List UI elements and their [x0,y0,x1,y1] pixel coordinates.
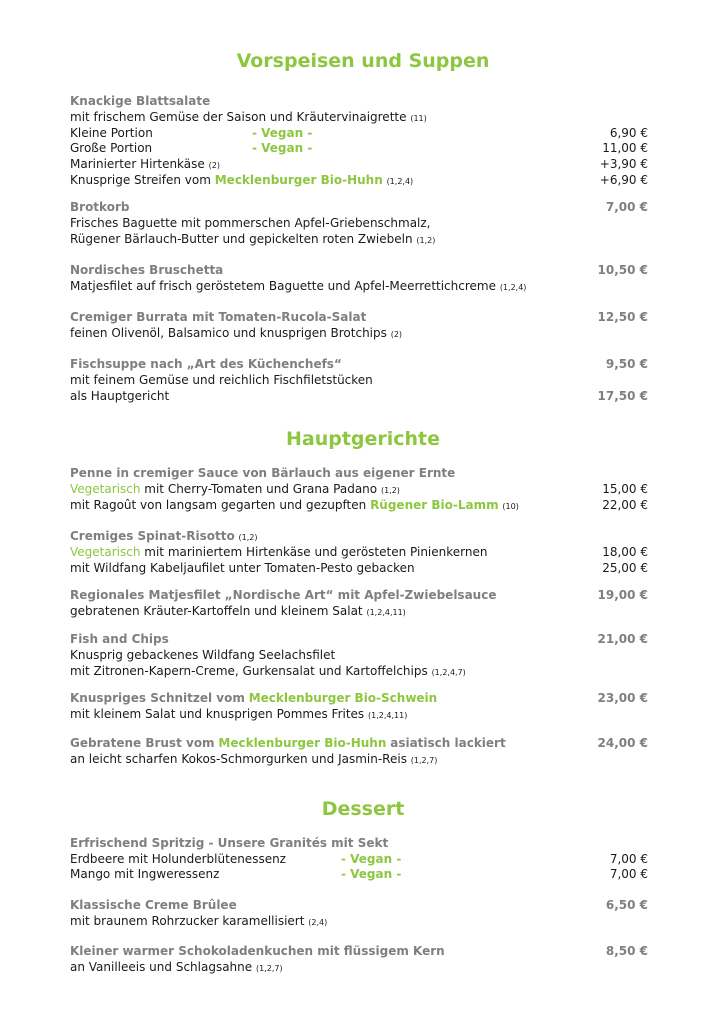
item-desc-cake: an Vanilleeis und Schlagsahne (1,2,7) [70,960,283,974]
item-desc-risotto-1: Vegetarisch mit mariniertem Hirtenkäse und gerösteten Pinienkernen [70,545,488,559]
item-desc-penne-2: mit Ragoût von langsam gegarten und gezupften Rügener Bio-Lamm (10) [70,498,519,512]
granite-item-2: Mango mit Ingweressenz [70,867,220,881]
price-bread: 7,00 € [605,200,648,214]
item-name-schnitzel: Knuspriges Schnitzel vom Mecklenburger Bio-Schwein [70,691,438,705]
item-name-cake: Kleiner warmer Schokoladenkuchen mit flüssigem Kern [70,944,445,958]
item-desc-soup-2: als Hauptgericht [70,389,170,403]
item-name-brulee: Klassische Creme Brûlee [70,898,237,912]
price-bruschetta: 10,50 € [597,263,648,277]
vegan-tag: - Vegan - [341,867,402,881]
item-desc-duck: an leicht scharfen Kokos-Schmorgurken und Jasmin-Reis (1,2,7) [70,752,438,766]
salad-small-label: Kleine Portion [70,126,153,140]
price-granite-1: 7,00 € [609,852,648,866]
price-addon-feta: +3,90 € [599,157,648,171]
item-desc-schnitzel: mit kleinem Salat und knusprigen Pommes Frites (1,2,4,11) [70,707,408,721]
item-desc-matjes: gebratenen Kräuter-Kartoffeln und kleinem Salat (1,2,4,11) [70,604,406,618]
section-title-mains: Hauptgerichte [285,428,441,450]
price-brulee: 6,50 € [605,898,648,912]
item-desc-fish-1: Knusprig gebackenes Wildfang Seelachsfilet [70,648,336,662]
item-desc-bread-1: Frisches Baguette mit pommerschen Apfel-Griebenschmalz, [70,216,431,230]
price-matjes: 19,00 € [597,588,648,602]
addon-feta: Marinierter Hirtenkäse (2) [70,157,220,171]
price-penne-lamb: 22,00 € [602,498,648,512]
section-title-starters: Vorspeisen und Suppen [236,50,490,72]
item-name-fish: Fish and Chips [70,632,169,646]
vegan-tag: - Vegan - [252,126,313,140]
item-name-soup: Fischsuppe nach „Art des Küchenchefs“ [70,357,342,371]
price-risotto-fish: 25,00 € [602,561,648,575]
item-desc-fish-2: mit Zitronen-Kapern-Creme, Gurkensalat und Kartoffelchips (1,2,4,7) [70,664,466,678]
vegan-tag: - Vegan - [252,141,313,155]
item-name-penne: Penne in cremiger Sauce von Bärlauch aus eigener Ernte [70,466,456,480]
price-burrata: 12,50 € [597,310,648,324]
price-fish: 21,00 € [597,632,648,646]
item-desc-risotto-2: mit Wildfang Kabeljaufilet unter Tomaten-Pesto gebacken [70,561,415,575]
allergen-note: (11) [410,114,427,123]
item-desc-penne-1: Vegetarisch mit Cherry-Tomaten und Grana Padano (1,2) [70,482,400,496]
price-schnitzel: 23,00 € [597,691,648,705]
addon-chicken: Knusprige Streifen vom Mecklenburger Bio-Huhn (1,2,4) [70,173,414,187]
item-name-granite: Erfrischend Spritzig - Unsere Granités mit Sekt [70,836,389,850]
item-name-bruschetta: Nordisches Bruschetta [70,263,224,277]
item-name-salad: Knackige Blattsalate [70,94,211,108]
item-desc-burrata: feinen Olivenöl, Balsamico und knusprigen Brotchips (2) [70,326,403,340]
price-addon-chicken: +6,90 € [599,173,648,187]
granite-item-1: Erdbeere mit Holunderblütenessenz [70,852,286,866]
item-name-duck: Gebratene Brust vom Mecklenburger Bio-Huhn asiatisch lackiert [70,736,506,750]
price-penne-veg: 15,00 € [602,482,648,496]
item-desc-salad: mit frischem Gemüse der Saison und Kräutervinaigrette (11) [70,110,427,124]
price-granite-2: 7,00 € [609,867,648,881]
vegan-tag: - Vegan - [341,852,402,866]
item-name-bread: Brotkorb [70,200,130,214]
price-duck: 24,00 € [597,736,648,750]
item-desc-soup-1: mit feinem Gemüse und reichlich Fischfiletstücken [70,373,373,387]
price-salad-small: 6,90 € [609,126,648,140]
price-salad-large: 11,00 € [602,141,648,155]
price-soup: 9,50 € [605,357,648,371]
section-title-dessert: Dessert [321,798,405,820]
item-desc-brulee: mit braunem Rohrzucker karamellisiert (2,4) [70,914,328,928]
item-name-burrata: Cremiger Burrata mit Tomaten-Rucola-Salat [70,310,367,324]
price-cake: 8,50 € [605,944,648,958]
price-soup-main: 17,50 € [597,389,648,403]
price-risotto-veg: 18,00 € [602,545,648,559]
item-name-matjes: Regionales Matjesfilet „Nordische Art“ mit Apfel-Zwiebelsauce [70,588,497,602]
item-desc-bread-2: Rügener Bärlauch-Butter und gepickelten roten Zwiebeln (1,2) [70,232,436,246]
salad-large-label: Große Portion [70,141,153,155]
item-desc-bruschetta: Matjesfilet auf frisch geröstetem Baguette und Apfel-Meerrettichcreme (1,2,4) [70,279,527,293]
item-name-risotto: Cremiges Spinat-Risotto (1,2) [70,529,258,543]
